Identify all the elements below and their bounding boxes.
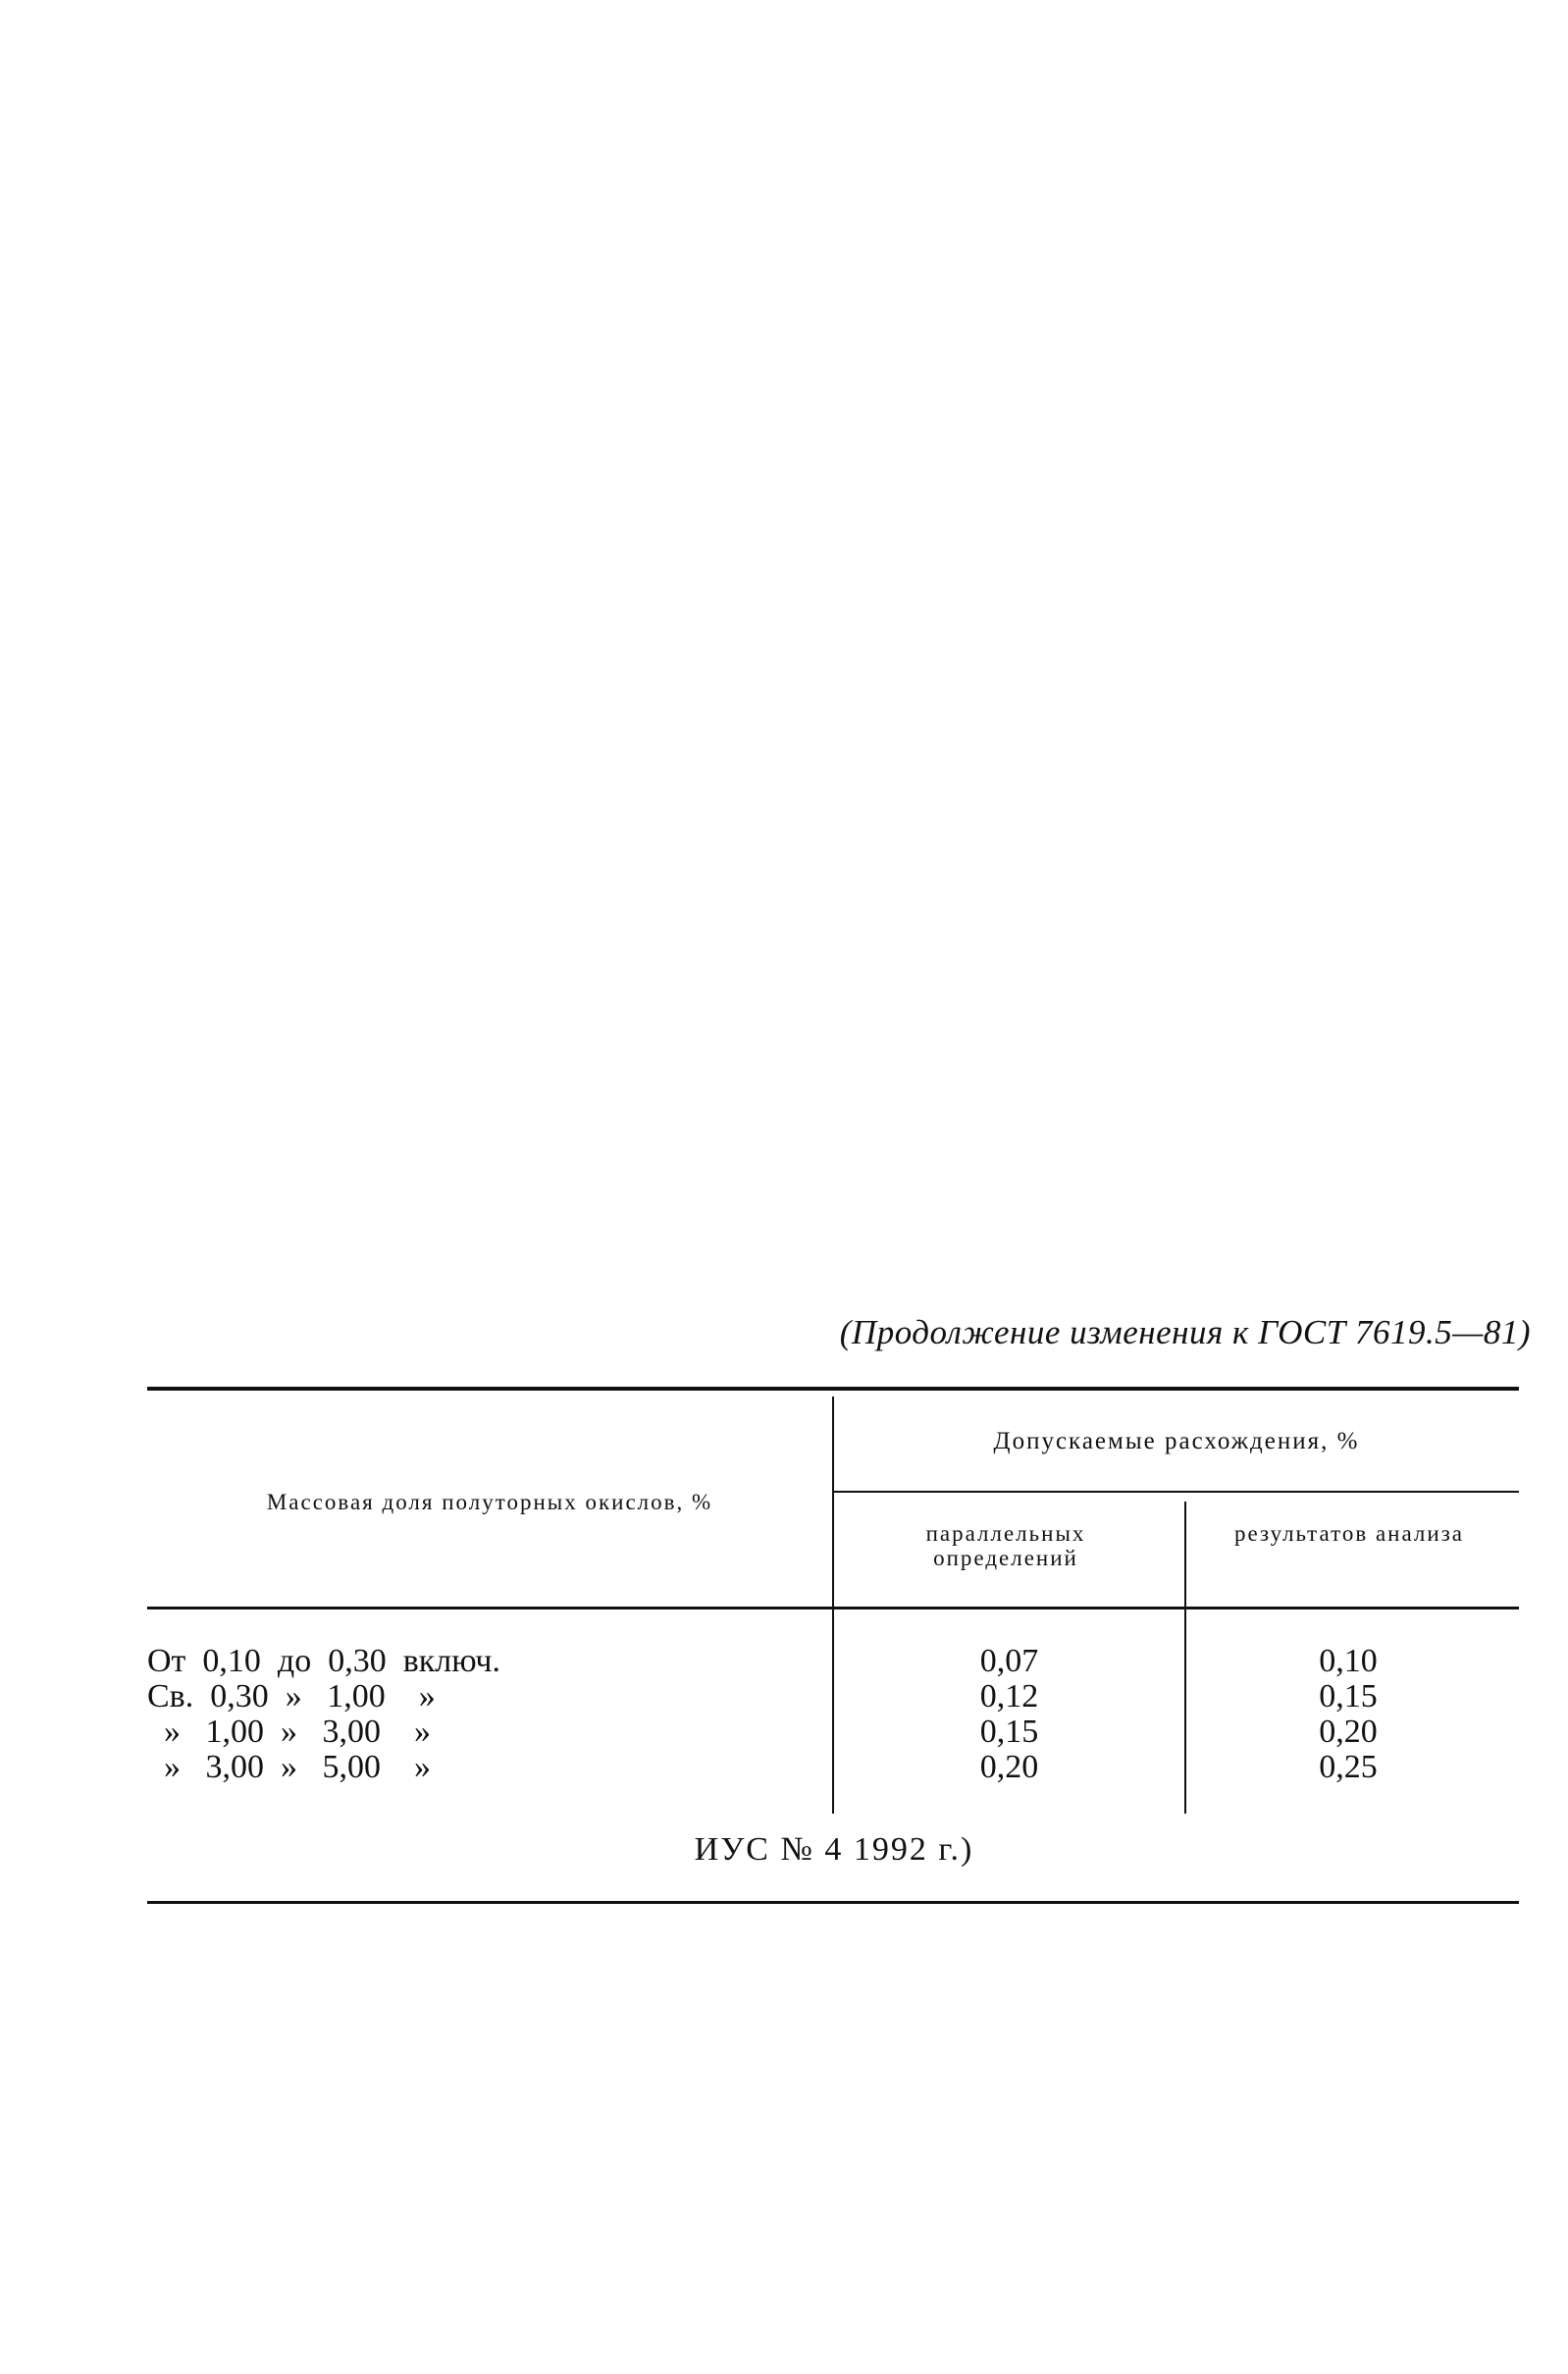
- table-cell-parallel: 0,07: [979, 1643, 1039, 1679]
- range-column: [147, 1644, 834, 1785]
- table-bottom-rule: [147, 1901, 1519, 1904]
- table-cell-results: 0,25: [1319, 1749, 1378, 1785]
- table-cell-parallel: 0,12: [979, 1678, 1039, 1715]
- column-header-mass-fraction: Массовая доля полуторных окислов, %: [266, 1490, 713, 1514]
- results-column: [1186, 1644, 1510, 1785]
- page-heading: (Продолжение изменения к ГОСТ 7619.5—81): [839, 1313, 1531, 1351]
- table-row-range: Св. 0,30 » 1,00 »: [147, 1678, 436, 1715]
- table-cell-results: 0,20: [1319, 1714, 1378, 1750]
- table-top-rule: [147, 1387, 1519, 1391]
- table-cell-parallel: 0,15: [979, 1714, 1039, 1750]
- parallel-column: [834, 1644, 1184, 1785]
- table-cell-results: 0,10: [1319, 1643, 1378, 1679]
- table-cell-results: 0,15: [1319, 1678, 1378, 1715]
- subheader-analysis-results: результатов анализа: [1234, 1521, 1464, 1546]
- table-cell-parallel: 0,20: [979, 1749, 1039, 1785]
- source-note: ИУС № 4 1992 г.): [694, 1831, 974, 1868]
- subheader-parallel-determinations: параллельных определений: [925, 1521, 1086, 1570]
- table-row-range: » 1,00 » 3,00 »: [147, 1714, 431, 1750]
- table-row-range: От 0,10 до 0,30 включ.: [147, 1643, 500, 1679]
- table-row-range: » 3,00 » 5,00 »: [147, 1749, 431, 1785]
- header-group-divider: [834, 1491, 1519, 1493]
- column-group-header-tolerances: Допускаемые расхождения, %: [993, 1428, 1360, 1454]
